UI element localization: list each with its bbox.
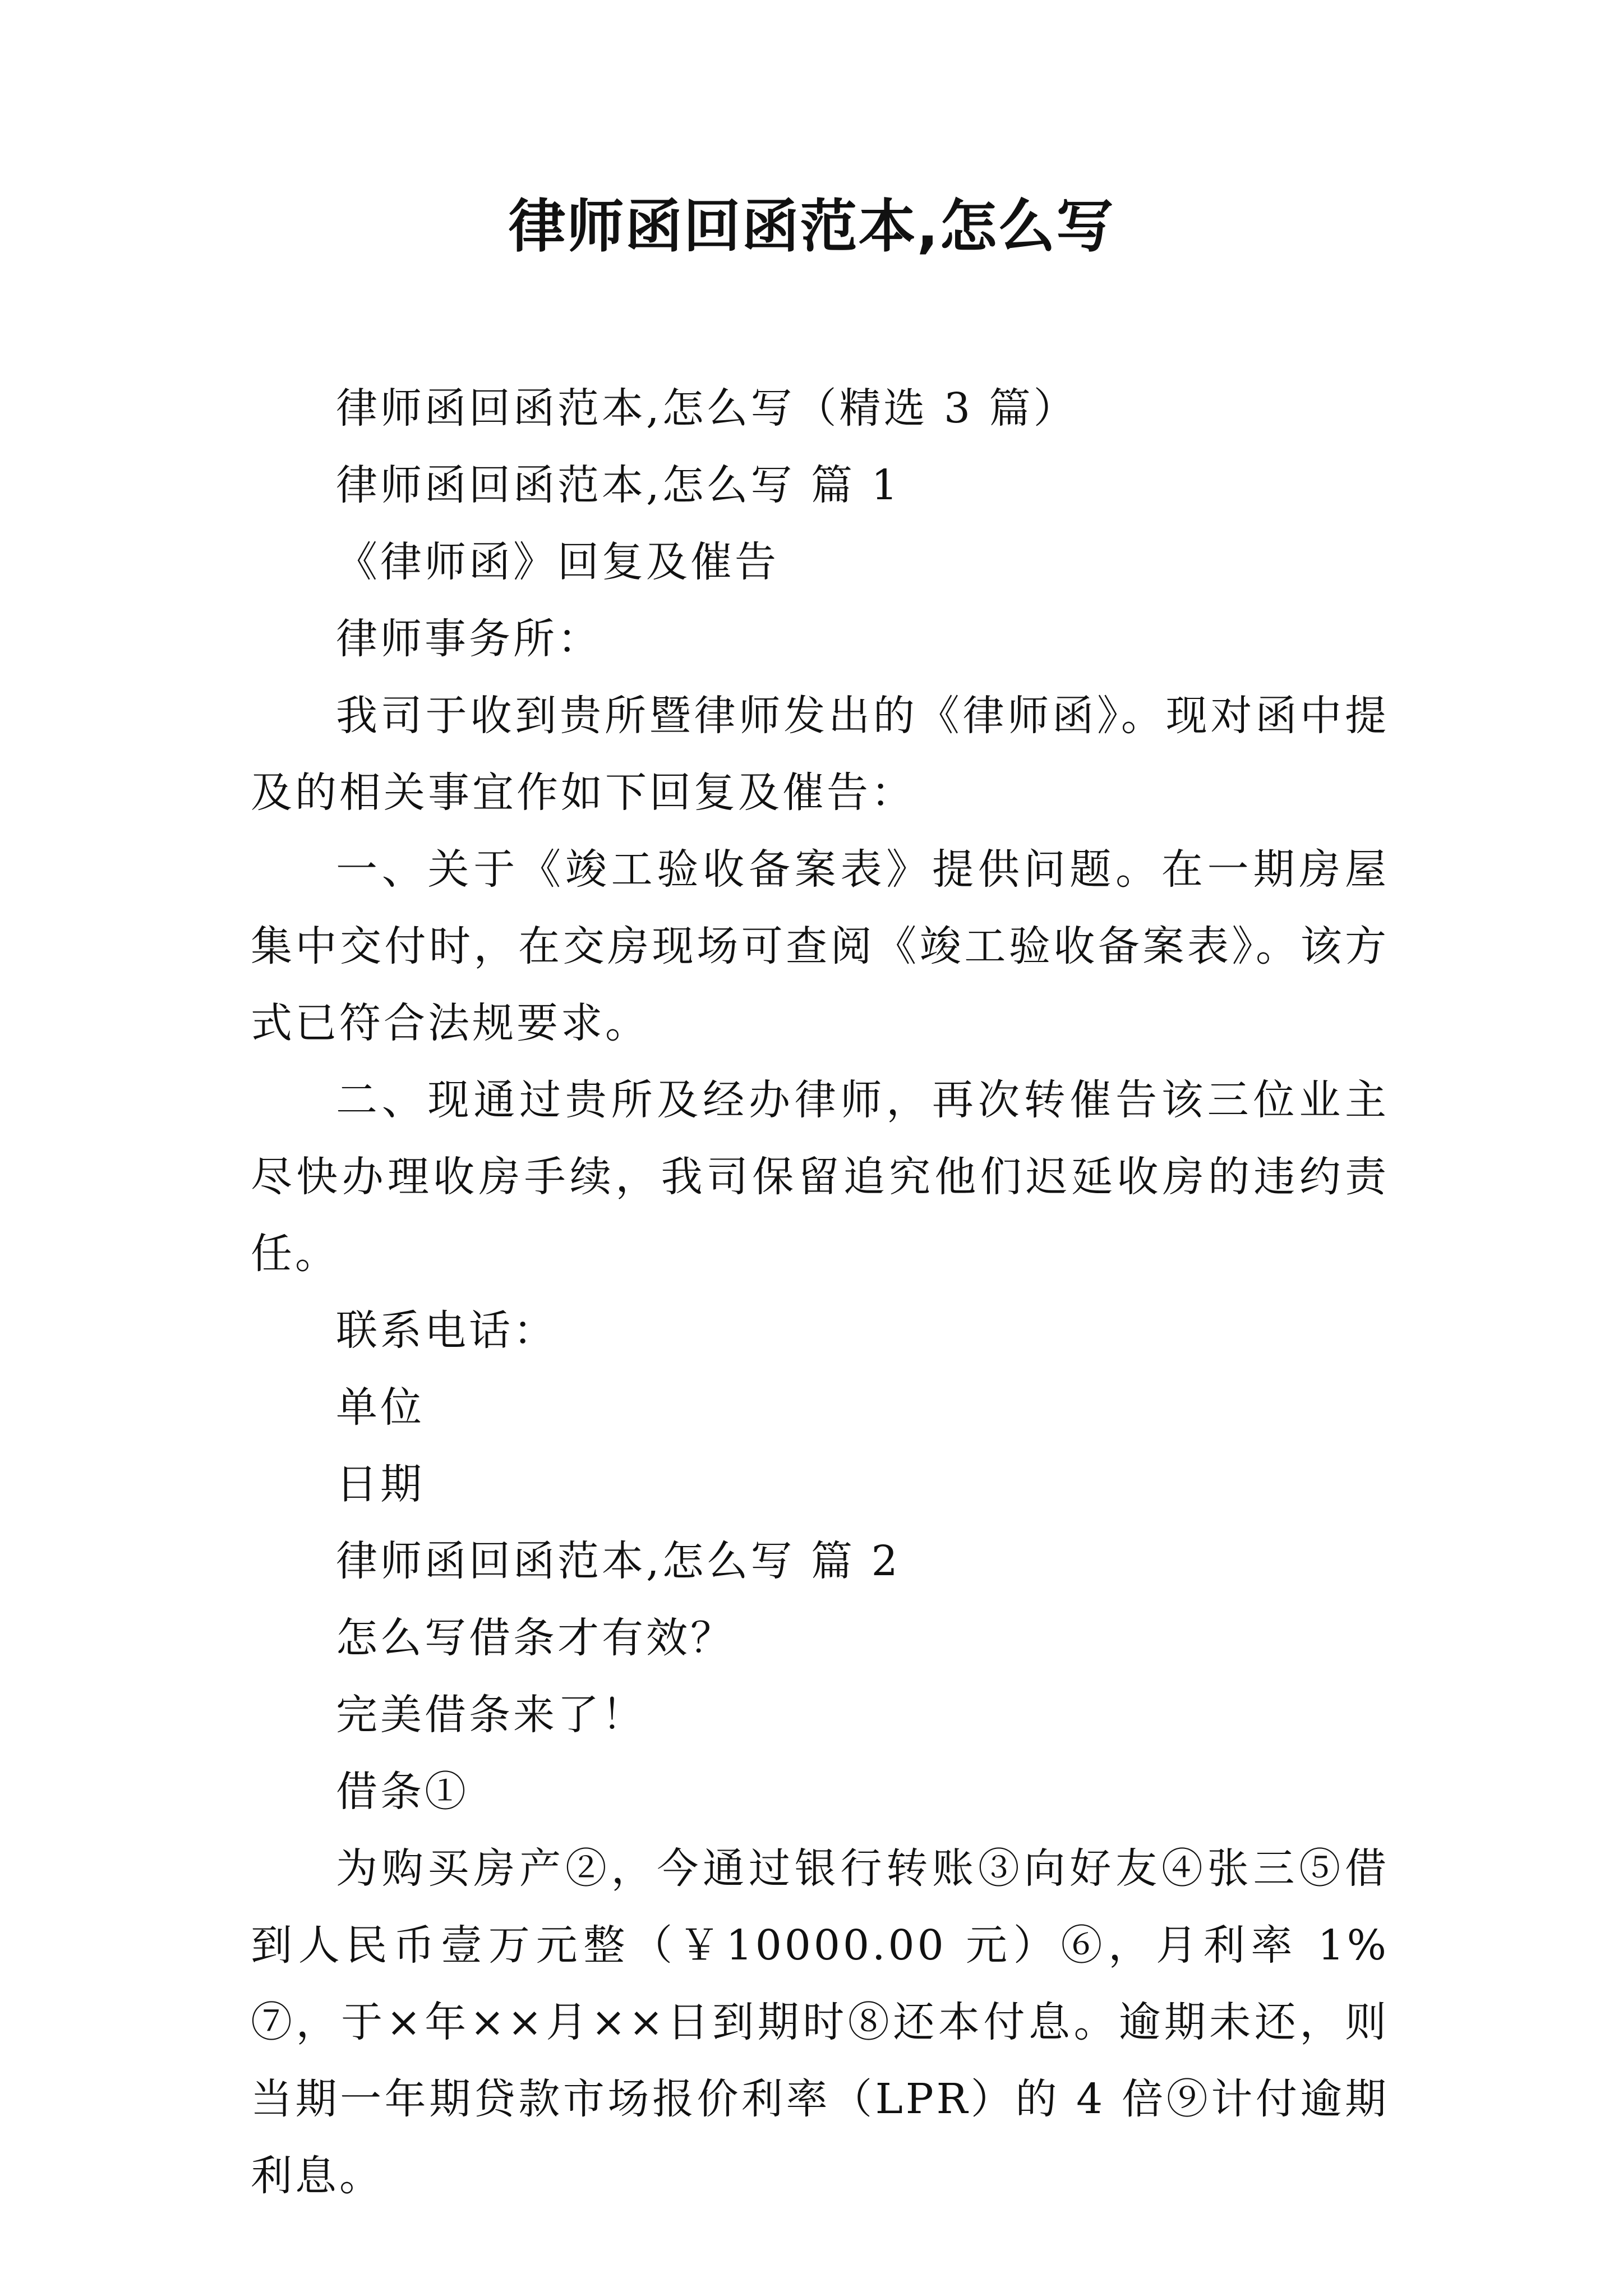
unit-line: 单位 bbox=[336, 1383, 425, 1432]
letter-heading: 《律师函》回复及催告 bbox=[336, 538, 779, 586]
section-heading-1: 律师函回函范本,怎么写 篇 1 bbox=[336, 461, 901, 509]
document-body bbox=[251, 370, 1389, 2215]
letter-paragraph: 一、关于《竣工验收备案表》提供问题。在一期房屋集中交付时，在交房现场可查阅《竣工验收备案表》。该方式已符合法规要求。 bbox=[251, 845, 1389, 1047]
contact-line: 联系电话： bbox=[336, 1306, 557, 1355]
iou-paragraph: 为购买房产②，今通过银行转账③向好友④张三⑤借到人民币壹万元整（￥10000.00 元）⑥，月利率 1%⑦，于×年××月××日到期时⑧还本付息。逾期未还，则当期一年期贷款市场报价利率（LPR）的 4 倍⑨计付逾期利息。 bbox=[251, 1844, 1389, 2200]
section-heading-2: 律师函回函范本,怎么写 篇 2 bbox=[336, 1537, 901, 1585]
body-paragraph: 怎么写借条才有效？ bbox=[336, 1614, 735, 1662]
date-line: 日期 bbox=[336, 1460, 425, 1508]
letter-paragraph: 我司于收到贵所暨律师发出的《律师函》。现对函中提及的相关事宜作如下回复及催告： bbox=[251, 692, 1389, 817]
letter-paragraph: 二、现通过贵所及经办律师，再次转催告该三位业主尽快办理收房手续，我司保留追究他们迟延收房的违约责任。 bbox=[251, 1076, 1389, 1278]
iou-heading: 借条① bbox=[336, 1768, 469, 1816]
body-paragraph: 完美借条来了！ bbox=[336, 1691, 646, 1739]
letter-salutation: 律师事务所： bbox=[336, 615, 602, 663]
document-title: 律师函回函范本,怎么写 bbox=[508, 194, 1115, 260]
doc-subtitle: 律师函回函范本,怎么写（精选 3 篇） bbox=[336, 384, 1078, 432]
